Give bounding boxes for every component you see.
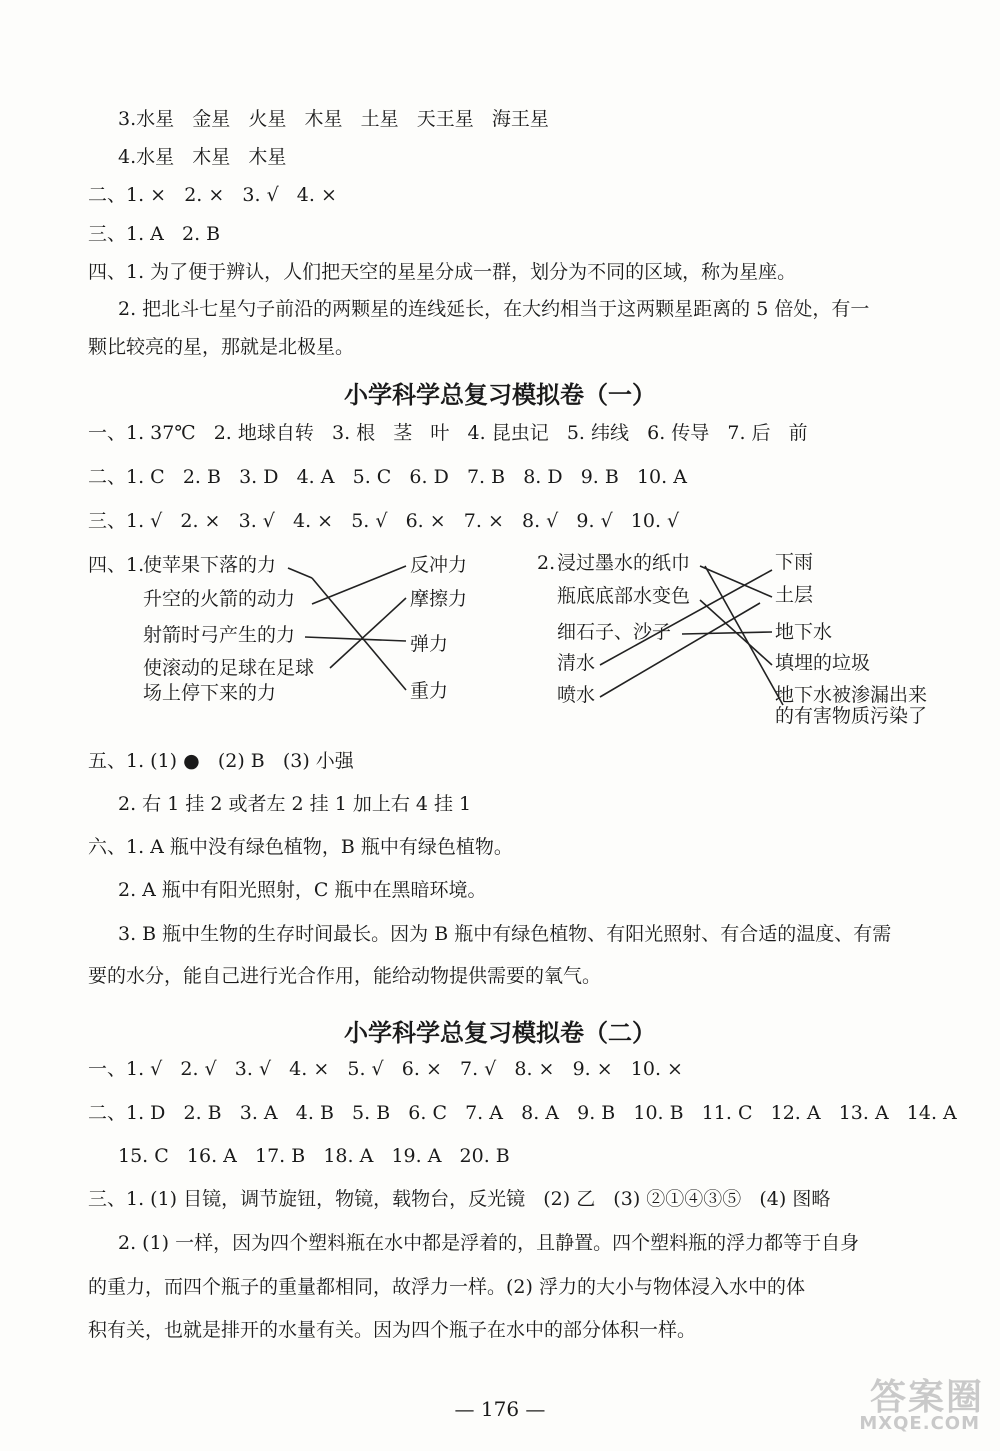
match-right-item: 土层 [775, 584, 814, 606]
match-left-item: 使苹果下落的力 [143, 554, 277, 576]
match-left-item: 喷水 [557, 684, 596, 706]
answer-line: 15. C 16. A 17. B 18. A 19. A 20. B [118, 1145, 510, 1167]
match-right-item: 反冲力 [410, 554, 468, 576]
answer-line: 一、1. 37℃ 2. 地球自转 3. 根 茎 叶 4. 昆虫记 5. 纬线 6. 传导 7. 后 前 [88, 422, 808, 444]
match-line [600, 603, 760, 697]
answer-line: 2. 右 1 挂 2 或者左 2 挂 1 加上右 4 挂 1 [118, 793, 472, 815]
answer-line: 一、1. √ 2. √ 3. √ 4. × 5. √ 6. × 7. √ 8. × 9. × 10. × [88, 1058, 683, 1080]
match-right-item: 下雨 [775, 551, 814, 573]
answer-line: 4.水星 木星 木星 [118, 146, 287, 168]
answer-line: 二、1. C 2. B 3. D 4. A 5. C 6. D 7. B 8. D 9. B 10. A [88, 466, 687, 488]
match-left-item: 清水 [557, 652, 596, 674]
answer-line: 四、1. 为了便于辨认，人们把天空的星星分成一群，划分为不同的区域，称为星座。 [88, 261, 797, 283]
match-left-item: 射箭时弓产生的力 [143, 624, 296, 646]
watermark-url: MXQE.COM [859, 1413, 980, 1434]
watermark-logo [834, 1369, 984, 1439]
answer-line: 三、1. (1) 目镜，调节旋钮，物镜，载物台，反光镜 (2) 乙 (3) ②①④③⑤ (4) 图略 [88, 1188, 831, 1210]
answer-line: 要的水分，能自己进行光合作用，能给动物提供需要的氧气。 [88, 965, 602, 987]
match-right-item: 摩擦力 [410, 588, 468, 610]
match-right-item: 地下水 [775, 621, 833, 643]
match-line [312, 578, 406, 690]
answer-line: 颗比较亮的星，那就是北极星。 [88, 336, 355, 358]
answer-line: 积有关，也就是排开的水量有关。因为四个瓶子在水中的部分体积一样。 [88, 1319, 697, 1341]
answer-line: 三、1. A 2. B [88, 223, 221, 245]
match-line [288, 568, 312, 578]
match-prefix: 2. [537, 552, 556, 574]
match-left-item: 升空的火箭的动力 [143, 588, 296, 610]
match-right-item: 弹力 [410, 633, 449, 655]
match-line [330, 598, 406, 668]
answer-line: 2. (1) 一样，因为四个塑料瓶在水中都是浮着的，且静置。四个塑料瓶的浮力都等于自身 [118, 1232, 860, 1254]
match-line [705, 566, 783, 705]
answer-line: 二、1. × 2. × 3. √ 4. × [88, 184, 337, 206]
match-line [600, 570, 772, 665]
answer-line: 三、1. √ 2. × 3. √ 4. × 5. √ 6. × 7. × 8. √ 9. √ 10. √ [88, 510, 680, 532]
match-line [312, 566, 406, 604]
match-left-item: 浸过墨水的纸巾 [557, 552, 691, 574]
answer-line: 3. B 瓶中生物的生存时间最长。因为 B 瓶中有绿色植物、有阳光照射、有合适的温度、有需 [118, 923, 892, 945]
match-left-item: 瓶底底部水变色 [557, 585, 691, 607]
match-left-item: 细石子、沙子 [557, 621, 672, 643]
answer-line: 3.水星 金星 火星 木星 土星 天王星 海王星 [118, 108, 549, 130]
answer-line: 的重力，而四个瓶子的重量都相同，故浮力一样。(2) 浮力的大小与物体浸入水中的体 [88, 1276, 805, 1298]
match-prefix: 四、1. [88, 554, 145, 576]
section-title: 小学科学总复习模拟卷（一） [344, 381, 656, 409]
match-right-item: 地下水被渗漏出来 [775, 684, 928, 706]
answer-line: 二、1. D 2. B 3. A 4. B 5. B 6. C 7. A 8. A 9. B 10. B 11. C 12. A 13. A 14. A [88, 1102, 957, 1124]
match-left-item: 使滚动的足球在足球 [143, 657, 315, 679]
answer-line: 五、1. (1) ● (2) B (3) 小强 [88, 750, 354, 772]
watermark-text: 答案圈 [869, 1377, 984, 1418]
match-left-item: 场上停下来的力 [143, 682, 277, 704]
match-line [700, 566, 772, 597]
match-line [305, 637, 406, 641]
answer-line: 2. 把北斗七星勺子前沿的两颗星的连线延长，在大约相当于这两颗星距离的 5 倍处，有一 [118, 298, 870, 320]
answer-line: 2. A 瓶中有阳光照射，C 瓶中在黑暗环境。 [118, 879, 487, 901]
answer-line: 六、1. A 瓶中没有绿色植物，B 瓶中有绿色植物。 [88, 836, 513, 858]
match-right-item: 重力 [410, 680, 449, 702]
match-right-item: 填埋的垃圾 [775, 652, 871, 674]
page-number: — 176 — [454, 1397, 546, 1421]
match-line [682, 632, 772, 634]
section-title: 小学科学总复习模拟卷（二） [344, 1019, 656, 1047]
match-right-item: 的有害物质污染了 [775, 705, 928, 727]
